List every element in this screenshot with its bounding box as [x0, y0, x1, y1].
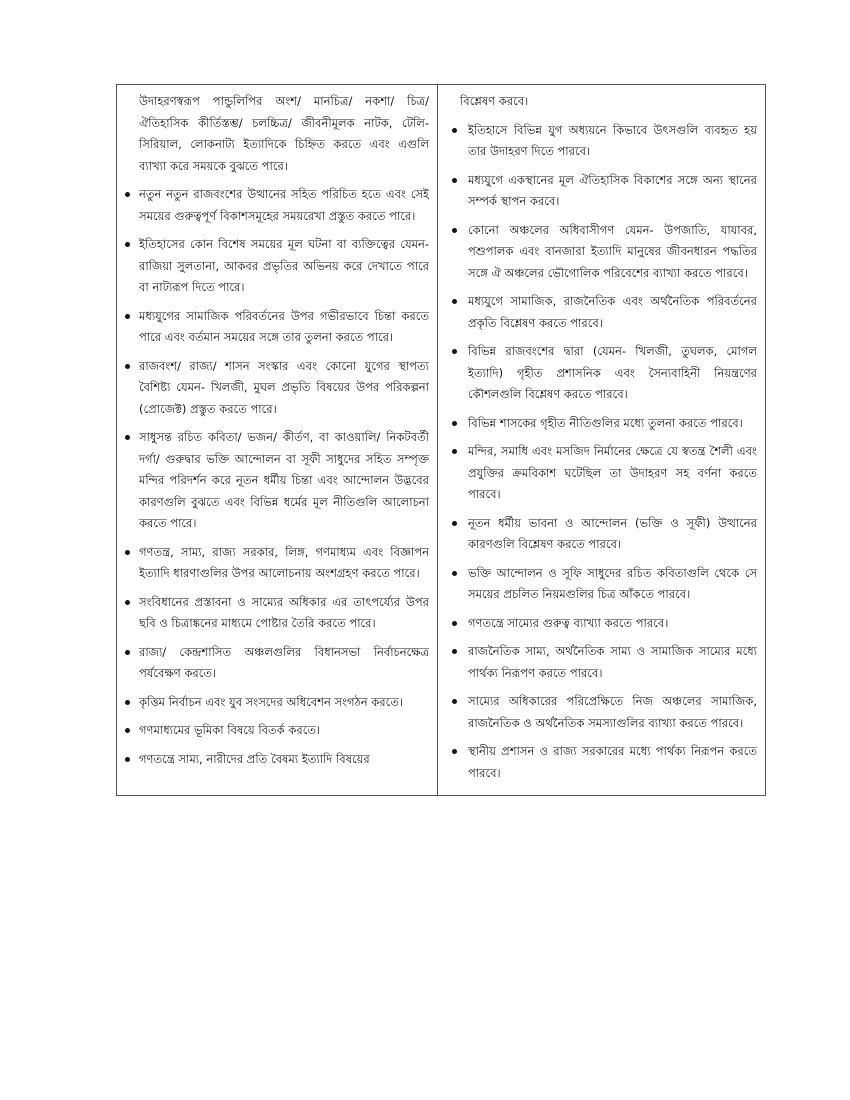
bullet-icon [452, 299, 457, 304]
bullet-icon [125, 757, 130, 762]
right-column-cell [438, 85, 766, 796]
list-item-text: মন্দির, সমাধি এবং মসজিদ নির্মানের ক্ষেত্রে যে স্বতন্ত্র শৈলী এবং প্রযুক্তির ক্রমবিকাশ ঘটেছিল তা উদাহরণ সহ বর্ণনা করতে পারবে। [468, 444, 757, 501]
bullet-icon [452, 749, 457, 754]
right-continuation-text: বিশ্লেষণ করবে। [460, 94, 529, 108]
list-item-text: নতুন নতুন রাজবংশের উত্থানের সহিত পরিচিত হতে এবং সেই সময়ের গুরুত্বপূর্ণ বিকাশসমূহের সময়রেখা প্রস্তুত করতে পারে। [139, 187, 429, 223]
list-item-text: নূতন ধর্মীয় ভাবনা ও আন্দোলন (ভক্তি ও সূফী) উত্থানের কারণগুলি বিশ্লেষণ করতে পারবে। [468, 515, 757, 551]
list-item-text: সাধুসন্ত রচিত কবিতা/ ভজন/ কীর্তণ, বা কাওয়ালি/ নিকটবর্তী দর্গা/ গুরুদ্বার ভক্তি আন্দোলন বা সূফী সাধুদের সহিত সম্পৃক্ত মন্দির পরিদর্শন করে নূতন ধর্মীয় চিন্তা এবং আন্দোলন উদ্ভবের কারণগুলি বুঝতে এবং বিভিন্ন ধর্মের মূল নীতিগুলি আলোচনা করতে পারে। [139, 430, 429, 530]
bullet-icon [125, 242, 130, 247]
table-row [117, 85, 766, 796]
bullet-icon [125, 650, 130, 655]
list-item-text: রাজনৈতিক সাম্য, অর্থনৈতিক সাম্য ও সামাজিক সাম্যের মধ্যে পার্থক্য নিরূপণ করতে পারবে। [468, 644, 757, 680]
list-item-text: রাজ্য/ কেন্দ্রশাসিত অঞ্চলগুলির বিধানসভা নির্বাচনক্ষেত্র পর্যবেক্ষণ করতে। [139, 644, 429, 680]
bullet-icon [452, 228, 457, 233]
list-item [446, 413, 757, 435]
list-item [446, 170, 757, 213]
list-item-text: সাম্যের অধিকারের পরিপ্রেক্ষিতে নিজ অঞ্চলের সামাজিক, রাজনৈতিক ও অর্থনৈতিক সমস্যাগুলির ব্যাখ্যা করতে পারবে। [468, 694, 757, 730]
list-item [446, 513, 757, 556]
list-item-text: স্থানীয় প্রশাসন ও রাজ্য সরকারের মধ্যে পার্থক্য নিরূপন করতে পারবে। [468, 744, 757, 780]
list-item-text: সংবিধানের প্রস্তাবনা ও সাম্যের অধিকার এর তাৎপর্য্যের উপর ছবি ও চিত্রাঙ্কনের মাধ্যমে পোষ্টার তৈরি করতে পারে। [139, 594, 429, 630]
list-item-text: রাজবংশ/ রাজ্য/ শাসন সংস্কার এবং কোনো যুগের স্থাপত্য বৈশিষ্ট্য যেমন- খিলজী, মুঘল প্রভৃতি বিষয়ের উপর পরিকল্পনা (প্রোজেক্ট) প্রস্তুত করতে পারে। [139, 358, 429, 416]
bullet-icon [125, 728, 130, 733]
list-item-text: ইতিহাসের কোন বিশেষ সময়ের মূল ঘটনা বা ব্যক্তিত্বের যেমন- রাজিয়া সুলতানা, আকবর প্রভৃতির অভিনয় করে দেখাতে পারে বা নাট্যরূপ দিতে পারে। [139, 237, 429, 294]
bullet-icon [125, 550, 130, 555]
list-item [125, 749, 429, 771]
bullet-icon [452, 349, 457, 354]
bullet-icon [452, 621, 457, 626]
bullet-icon [452, 128, 457, 133]
list-item [446, 691, 757, 734]
list-item-text: ইতিহাসে বিভিন্ন যুগ অধ্যয়নে কিভাবে উৎসগুলি ব্যবহৃত হয় তার উদাহরণ দিতে পারবে। [468, 122, 757, 158]
bullet-icon [125, 435, 130, 440]
list-item-text: কোনো অঞ্চলের অধিবাসীগণ যেমন- উপজাতি, যাযাবর, পশুপালক এবং বানজারা ইত্যাদি মানুষের জীবনধারন পদ্ধতির সঙ্গে ঐ অঞ্চলের ভৌগোলিক পরিবেশের ব্যাখ্যা করতে পারবে। [468, 222, 757, 280]
list-item [125, 542, 429, 585]
list-item [446, 641, 757, 684]
list-item [446, 341, 757, 406]
list-item-text: মধ্যযুগের সামাজিক পরিবর্তনের উপর গভীরভাবে চিন্তা করতে পারে এবং বর্তমান সময়ের সঙ্গে তার তুলনা করতে পারে। [139, 308, 429, 344]
bullet-icon [125, 192, 130, 197]
list-item [446, 291, 757, 334]
list-item-text: বিভিন্ন শাসকের গৃহীত নীতিগুলির মধ্যে তুলনা করতে পারবে। [468, 415, 743, 430]
list-item [125, 427, 429, 535]
bullet-icon [452, 699, 457, 704]
bullet-icon [452, 178, 457, 183]
list-item [446, 563, 757, 606]
bullet-icon [452, 571, 457, 576]
list-item-text: গণতন্ত্রে সাম্যের গুরুত্ব ব্যাখ্যা করতে পারবে। [468, 615, 669, 630]
list-item [446, 741, 757, 784]
bullet-icon [452, 521, 457, 526]
list-item [125, 720, 429, 742]
bullet-icon [125, 600, 130, 605]
list-item [446, 441, 757, 506]
list-item-text: ভক্তি আন্দোলন ও সূফি সাধুদের রচিত কবিতাগুলি থেকে সে সময়ের প্রচলিত নিয়মগুলির চিত্র আঁকতে পারবে। [468, 565, 757, 601]
list-item [125, 642, 429, 685]
list-item-text: বিভিন্ন রাজবংশের দ্বারা (যেমন- খিলজী, তুঘলক, মোগল ইত্যাদি) গৃহীত প্রশাসনিক এবং সৈন্যবাহিনী নিয়ন্ত্রণের কৌশলগুলি বিশ্লেষণ করতে পারবে। [468, 344, 757, 401]
list-item [125, 306, 429, 349]
list-item [446, 120, 757, 163]
left-column-cell [117, 85, 438, 796]
list-item-text: মধ্যযুগে সামাজিক, রাজনৈতিক এবং অর্থনৈতিক পরিবর্তনের প্রকৃতি বিশ্লেষণ করতে পারবে। [468, 294, 757, 330]
list-item-text: গণতন্ত্র, সাম্য, রাজ্য সরকার, লিঙ্গ, গণমাধ্যম এবং বিজ্ঞাপন ইত্যাদি ধারণাগুলির উপর আলোচনায় অংশগ্রহণ করতে পারে। [139, 544, 429, 580]
list-item-text: মধ্যযুগে একস্থানের মূল ঐতিহাসিক বিকাশের সঙ্গে অন্য স্থানের সম্পর্ক স্থাপন করবে। [468, 172, 757, 208]
bullet-icon [452, 649, 457, 654]
left-continuation-text: উদাহরণস্বরূপ পান্ডুলিপির অংশ/ মানচিত্র/ নকশা/ চিত্র/ ঐতিহাসিক কীর্তিস্তম্ভ/ চলচ্চিত্র/ জীবনীমূলক নাটক, টেলি-সিরিয়াল, লোকনাট্য ইত্যাদিকে চিহ্নিত করতে এবং এগুলি ব্যাখ্যা করে সময়কে বুঝতে পারে। [139, 94, 429, 173]
right-bullet-list [446, 120, 757, 785]
list-item [125, 592, 429, 635]
list-item [446, 220, 757, 285]
learning-outcomes-table [116, 84, 766, 796]
list-item [125, 692, 429, 714]
list-item [125, 234, 429, 299]
bullet-icon [452, 449, 457, 454]
list-item-text: গণমাধ্যমের ভূমিকা বিষয়ে বিতর্ক করতে। [139, 723, 321, 737]
list-item-text: কৃত্তিম নির্বাচন এবং যুব সংসদের অধিবেশন সংগঠন করতে। [139, 694, 403, 709]
list-item-text: গণতন্ত্রে সাম্য, নারীদের প্রতি বৈষম্য ইত্যাদি বিষয়ের [139, 751, 370, 766]
bullet-icon [125, 314, 130, 319]
bullet-icon [125, 364, 130, 369]
list-item [125, 184, 429, 227]
bullet-icon [125, 700, 130, 705]
list-item [125, 356, 429, 421]
bullet-icon [452, 421, 457, 426]
list-item [446, 613, 757, 635]
left-bullet-list [125, 184, 429, 770]
